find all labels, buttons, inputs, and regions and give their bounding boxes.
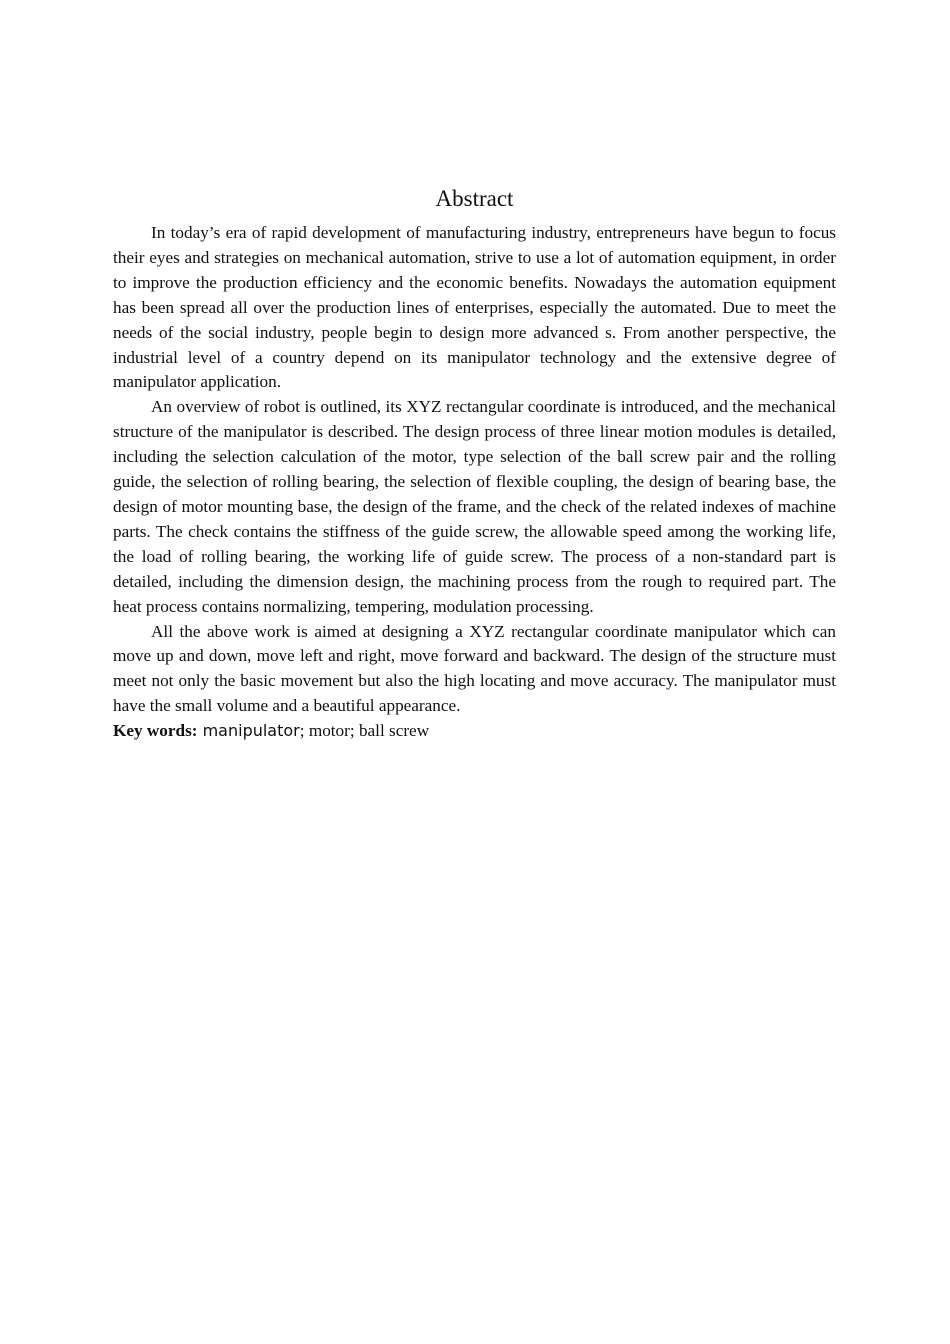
keyword-first: manipulator	[197, 721, 300, 741]
keywords-label: Key words:	[113, 721, 198, 741]
keywords-rest: ; motor; ball screw	[299, 721, 430, 741]
keywords-line	[113, 719, 836, 744]
abstract-section	[113, 183, 836, 744]
abstract-paragraph-2: An overview of robot is outlined, its XYZ rectangular coordinate is introduced, and the mechanical structure of the manipulator is described. The design process of three linear motion modules is detailed, including the selection calculation of the motor, type selection of the ball screw pair and the rolling guide, the selection of rolling bearing, the selection of flexible coupling, the design of bearing base, the design of motor mounting base, the design of the frame, and the check of the related indexes of machine parts. The check contains the stiffness of the guide screw, the allowable speed among the working life, the load of rolling bearing, the working life of guide screw. The process of a non-standard part is detailed, including the dimension design, the machining process from the rough to required part. The heat process contains normalizing, tempering, modulation processing.	[113, 397, 836, 616]
abstract-paragraph-3: All the above work is aimed at designing a XYZ rectangular coordinate manipulator which can move up and down, move left and right, move forward and backward. The design of the structure must meet not only the basic movement but also the high locating and move accuracy. The manipulator must have the small volume and a beautiful appearance.	[113, 621, 836, 716]
abstract-paragraph-1: In today’s era of rapid development of manufacturing industry, entrepreneurs have begun to focus their eyes and strategies on mechanical automation, strive to use a lot of automation equipment, in order to improve the production efficiency and the economic benefits. Nowadays the automation equipment has been spread all over the production lines of enterprises, especially the automated. Due to meet the needs of the social industry, people begin to design more advanced s. From another perspective, the industrial level of a country depend on its manipulator technology and the extensive degree of manipulator application.	[113, 223, 836, 392]
abstract-title: Abstract	[435, 186, 514, 211]
